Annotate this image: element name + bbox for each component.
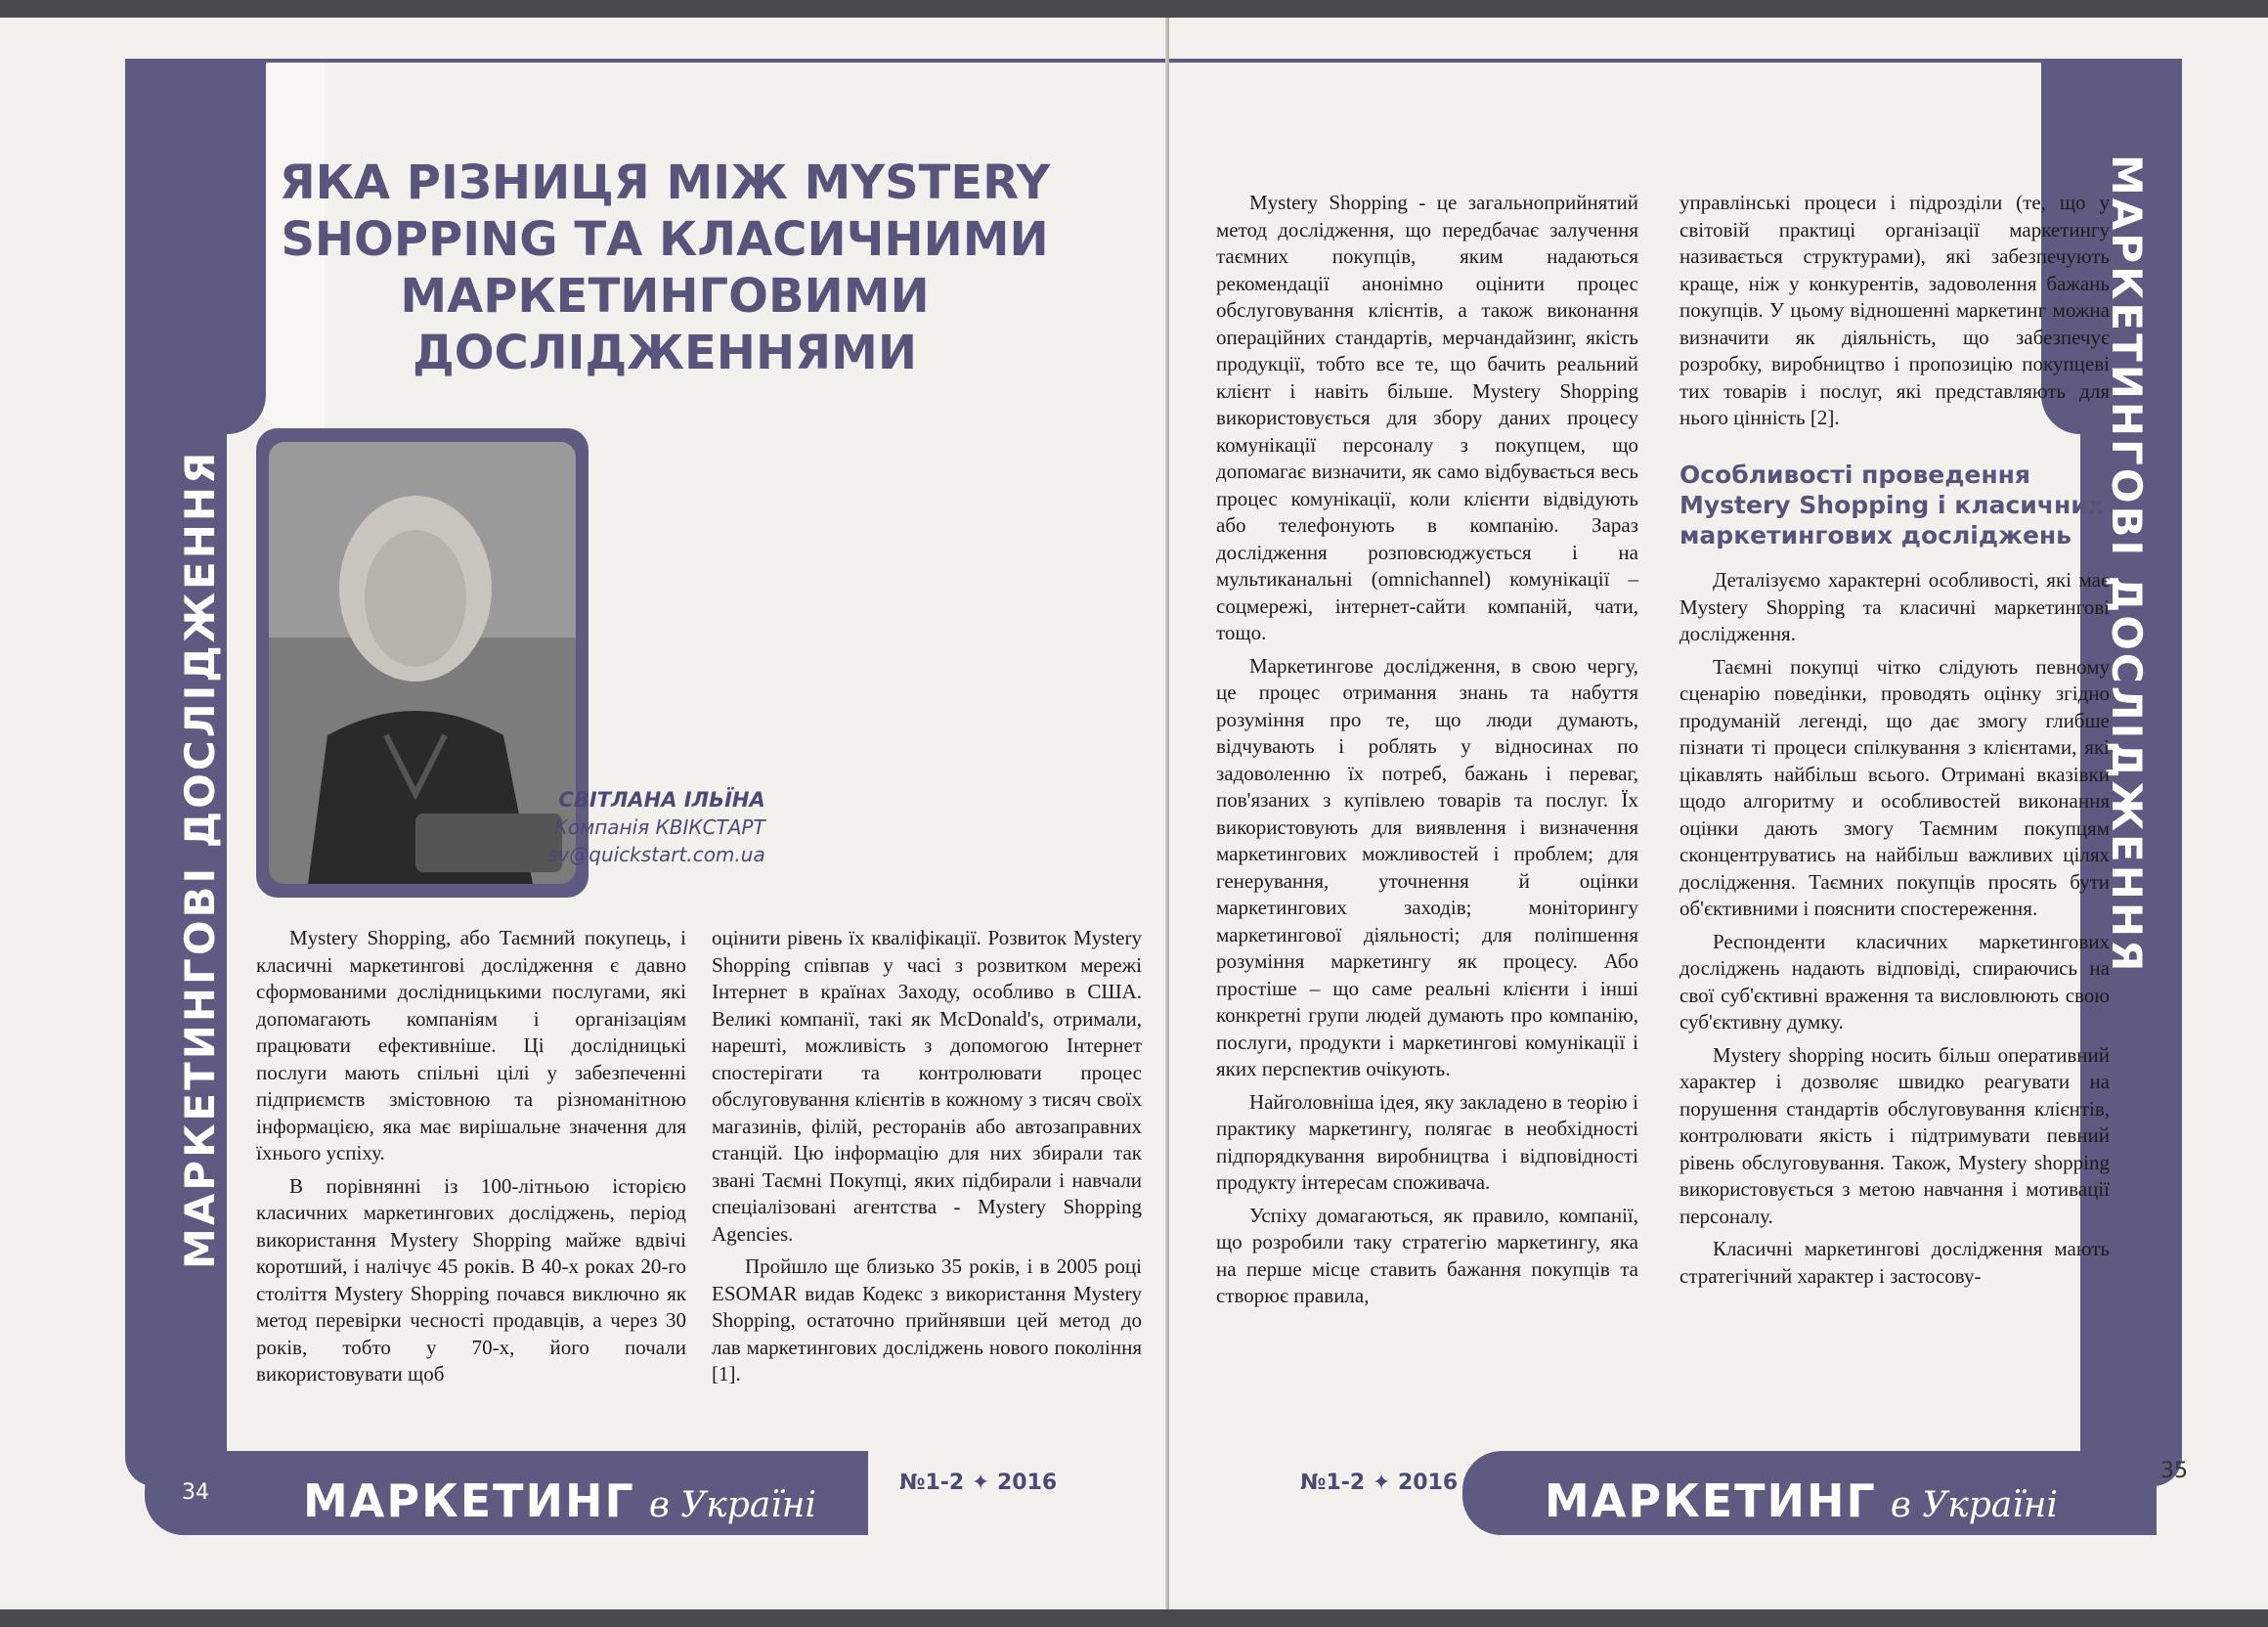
right-column-2: [1679, 567, 2110, 1296]
section-subheading: Особливості проведення Mystery Shopping і класичних маркетингових досліджень: [1679, 461, 2104, 550]
author-photo: [269, 442, 576, 884]
left-magazine-logo: МАРКЕТИНГ в Україні: [303, 1474, 816, 1527]
paragraph: Пройшло ще близько 35 років, і в 2005 році ESOMAR видав Кодекс з використання Mystery Shopping, остаточно прийнявши цей метод до лав маркетингових досліджень нового покоління [1].: [712, 1254, 1142, 1385]
paragraph: Таємні покупці чітко слідують певному сценарію поведінки, проводять оцінку згідно продуманій легенді, що дає змогу глибше пізнати ті процеси спілкування з клієнтами, які цікавлять найбільш всього. Отримані вказівки щодо алгоритму и особливостей виконання оцінки дають змогу Таємним покупцям сконцентруватись на найбільш важливих цілях дослідження. Таємних покупців просять бути об'єктивними і пояснити спостереження.: [1679, 654, 2110, 920]
paragraph: Маркетингове дослідження, в свою чергу, це процес отримання знань та набуття розуміння про те, що люди думають, відчувають і роблять у відносинах по задоволенню їх потреб, бажань і переваг, пов'язаних з купівлею товарів та послуг. Їх використовують для виявлення і визначення маркетингових можливостей і проблем; для генерування, уточнення й оцінки маркетингових заходів; моніторингу маркетингової діяльності; для поліпшення розуміння маркетингу як процесу. Або простіше – що саме реальні клієнти і інші конкретні групи людей думають про компанію, послуги, продукти і маркетингові комунікації і яких перспектив очікують.: [1216, 653, 1638, 1080]
right-column-1: [1216, 190, 1638, 1316]
paragraph: управлінські процеси і підрозділи (те, що у світовій практиці організації маркетингу називається структурами), які забезпечують краще, ніж у конкурентів, задоволення бажань покупців. У цьому відношенні маркетинг можна визначити як діяльність, що забезпечує розробку, виробництво і пропозицію покупцеві тих товарів і послуг, які представляють для нього цінність [2].: [1679, 191, 2110, 429]
right-section-label: МАРКЕТИНГОВІ ДОСЛІДЖЕННЯ: [2103, 154, 2151, 975]
left-column-1: [256, 925, 686, 1394]
paragraph: Mystery Shopping - це загальноприйнятий метод дослідження, що передбачає залучення таємних покупців, яким надаються рекомендації анонімно оцінити процес обслуговування клієнтів, а також виконання операційних стандартів, мерчандайзинг, якість продукції, тобто все те, що бачить реальний клієнт і навіть більше. Mystery Shopping використовується для збору даних процесу комунікації персоналу з покупцем, що допомагає визначити, як само відбувається весь процес комунікації, коли клієнти відвідують або телефонують в компанію. Зараз дослідження розповсюджується і на мультиканальні (omnichannel) комунікації – соцмережі, інтернет-сайти компаній, чати, тощо.: [1216, 191, 1638, 644]
paragraph: Респонденти класичних маркетингових досліджень надають відповіді, спираючись на свої суб'єктивні враження та висловлюють свою суб'єктивну думку.: [1679, 929, 2110, 1033]
author-block: [547, 786, 765, 868]
right-page-number: 35: [2160, 1459, 2188, 1483]
left-page: [0, 18, 1169, 1609]
paragraph: Mystery shopping носить більш оперативний характер і дозволяє швидко реагувати на порушення стандартів обслуговування клієнтів, контролювати якість і підтримувати певний рівень обслуговування. Також, Mystery shopping використовується з метою навчання і мотивації персоналу.: [1679, 1042, 2110, 1228]
author-name: СВІТЛАНА ІЛЬЇНА: [558, 788, 765, 812]
paragraph: Найголовніша ідея, яку закладено в теорію і практику маркетингу, полягає в необхідності підпорядкування виробництва і відповідності продукту інтересам споживача.: [1216, 1089, 1638, 1194]
paragraph: Деталізуємо характерні особливості, які має Mystery Shopping та класичні маркетингові дослідження.: [1679, 568, 2110, 645]
right-column-2-intro: [1679, 190, 2110, 438]
right-page: [1169, 18, 2268, 1609]
left-issue-number: №1-2 ✦ 2016: [899, 1471, 1058, 1495]
right-issue-number: №1-2 ✦ 2016: [1300, 1471, 1459, 1495]
paragraph: оцінити рівень їх кваліфікації. Розвиток Mystery Shopping співпав у часі з розвитком мережі Інтернет в країнах Заходу, особливо в США. Великі компанії, такі як McDonald's, отримали, нарешті, можливість з допомогою Інтернет спостерігати та контролювати процес обслуговування клієнтів в кожному з тисяч своїх магазинів, філій, ресторанів або автозаправних станцій. Цю інформацію для них збирали так звані Таємні Покупці, яких підбирали і навчали спеціалізовані агентства - Mystery Shopping Agencies.: [712, 926, 1142, 1246]
author-portrait-image: [269, 442, 576, 884]
author-email[interactable]: sv@quickstart.com.ua: [547, 843, 765, 866]
paragraph: В порівнянні із 100-літньою історією класичних маркетингових досліджень, період використання Mystery Shopping майже вдвічі коротший, і налічує 45 років. В 40-х роках 20-го століття Mystery Shopping почався виключно як метод перевірки чесності продавців, а через 30 років, тобто у 70-х, його почали використовувати щоб: [256, 1173, 686, 1385]
author-company: Компанія КВІКСТАРТ: [553, 815, 765, 839]
paragraph: Успіху домагаються, як правило, компанії, що розробили таку стратегію маркетингу, яка на перше місце ставить бажання покупців та створює правила,: [1216, 1203, 1638, 1307]
right-frame-top: [1169, 59, 2182, 63]
article-title: ЯКА РІЗНИЦЯ МІЖ MYSTERY SHOPPING ТА КЛАСИЧНИМИ МАРКЕТИНГОВИМИ ДОСЛІДЖЕННЯМИ: [279, 155, 1051, 380]
left-section-label: МАРКЕТИНГОВІ ДОСЛІДЖЕННЯ: [176, 449, 224, 1269]
left-page-number: 34: [182, 1480, 209, 1505]
left-column-2: [712, 925, 1142, 1394]
paragraph: Класичні маркетингові дослідження мають стратегічний характер і застосову-: [1679, 1237, 2110, 1288]
right-magazine-logo: МАРКЕТИНГ в Україні: [1545, 1474, 2058, 1527]
paragraph: Mystery Shopping, або Таємний покупець, і класичні маркетингові дослідження є давно сформованими дослідницькими послугами, які допомагають компаніям і організаціям працювати ефективніше. Ці дослідницькі послуги мають спільні цілі у забезпеченні підприємств змістовною та різноманітною інформацією, яка має вирішальне значення для їхнього успіху.: [256, 926, 686, 1165]
